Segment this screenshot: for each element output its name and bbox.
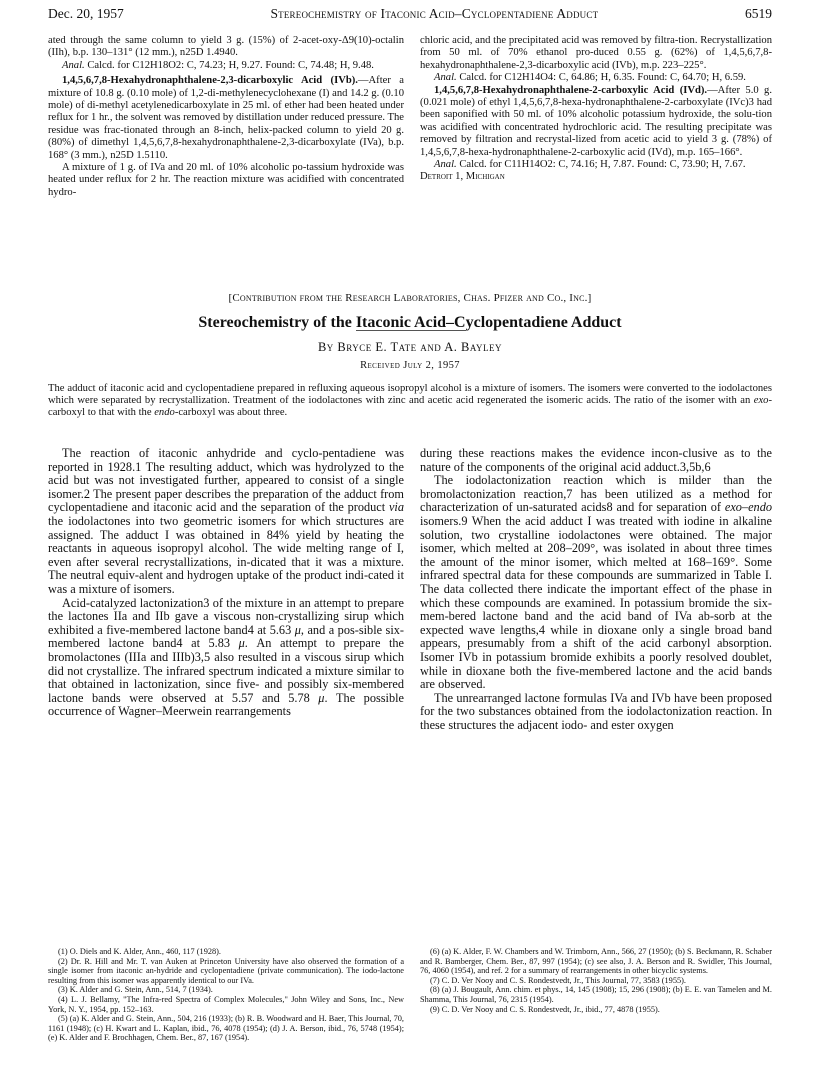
received-date: Received July 2, 1957 xyxy=(360,360,460,371)
body-paragraph: during these reactions makes the evidence incon-clusive as to the nature of the components of the original acid adduct.3,5b,6 xyxy=(420,446,772,474)
header-title: Stereochemistry of Itaconic Acid–Cyclopentadiene Adduct xyxy=(270,6,599,21)
unit-symbol: μ xyxy=(318,690,325,705)
abstract xyxy=(48,383,772,420)
footnotes-right xyxy=(420,947,772,1014)
prev-article-left-column xyxy=(48,35,404,199)
article-title: Stereochemistry of the Itaconic Acid–Cyclopentadiene Adduct xyxy=(198,314,622,331)
footnote: (5) (a) K. Alder and G. Stein, Ann., 504, 216 (1933); (b) R. B. Woodward and H. Baer, This Journal, 70, 1161 (1948); (c) H. Kwart and L. Kaplan, ibid., 76, 4078 (1954); (d) J. A. Berson, ibid., 76, 5748 (1954); (e) K. Alder and F. Brochhagen, Chem. Ber., 87, 167 (1954). xyxy=(48,1014,404,1043)
paragraph-text: isomers.9 When the acid adduct I was treated with iodine in alkaline solution, two crystalline iodolactones were obtained. The major isomer, which melted at 208–209°, was isolated in about three times the amount of the minor isomer, which melted at 168–169°. Some infrared spectral data for these compounds are summarized in Table I. The data collected there indicate the important effect of the phase in which these compounds are examined. In potassium bromide the six-mem-bered lactone band and the acid band of IVa ab-sorb at the expected wave lengths,4 while in dioxane only a single broad band appears, presumably from a shift of the acid carbonyl absorption. Isomer IVb in potassium bromide exhibits a poorly resolved doublet, while in dioxane both the five-membered lactone and the acid bands are observed. xyxy=(420,513,772,692)
footnote: (6) (a) K. Alder, F. W. Chambers and W. Trimborn, Ann., 566, 27 (1950); (b) S. Beckmann, R. Schaber and R. Bamberger, Chem. Ber., 87, 997 (1954); (c) see also, J. A. Berson and R. Swidler, This Journal, 76, 4060 (1954), and ref. 2 for a summary of rearrangements in other bicyclic systems. xyxy=(420,947,772,976)
abstract-exo-term: exo xyxy=(753,395,769,407)
analysis-label: Anal. xyxy=(434,159,457,171)
paragraph-text: Acid-catalyzed lactonization3 of the mixture in an attempt to prepare the lactones IIa and IIb gave a viscous non-crystallizing sirup which exhibited a five-membered lactone band4 at 5.63 xyxy=(48,595,404,637)
body-paragraph: The unrearranged lactone formulas IVa and IVb have been proposed for the two substances obtained from the iodolactonization reaction. In these structures the adjacent iodo- and ester oxygen xyxy=(420,690,772,732)
prev-left-paragraph-2 xyxy=(48,75,404,162)
footnote: (2) Dr. R. Hill and Mr. T. van Auken at Princeton University have also observed the formation of a single isomer from itaconic an-hydride and cyclopentadiene (private communication). The iodo-lactone resulting from this isomer was apparently identical to our IVa. xyxy=(48,956,404,985)
paragraph-text: —After 5.0 g. (0.021 mole) of ethyl 1,4,5,6,7,8-hexa-hydronaphthalene-2-carboxylate (IVc)3 had been saponified with 50 ml. of 10% alcoholic potassium hydroxide, the solu-tion was acidified with concentrated hydrochloric acid. The resulting precipitate was removed by filtration and recrystal-lized from acetic acid to yield 3 g. (78%) of 1,4,5,6,7,8-hexa-hydronaphthalene-2-carboxylic acid (IVd), m.p. 165–166°. xyxy=(420,84,772,158)
abstract-text: -carboxyl was about three. xyxy=(174,407,288,419)
footnote: (3) K. Alder and G. Stein, Ann., 514, 7 (1934). xyxy=(58,985,213,995)
analysis-label: Anal. xyxy=(434,72,457,84)
body-paragraph xyxy=(48,447,404,597)
footnote: (8) (a) J. Bougault, Ann. chim. et phys., 14, 145 (1908); 15, 296 (1908); (b) E. E. van Tamelen and M. Shamma, This Journal, 76, 2315 (1954). xyxy=(420,985,772,1004)
header-date: Dec. 20, 1957 xyxy=(48,6,124,21)
prev-right-analysis-2 xyxy=(420,159,772,171)
section-heading: 1,4,5,6,7,8-Hexahydronaphthalene-2-carboxylic Acid (IVd). xyxy=(434,84,708,96)
paragraph-text: the iodolactones into two geometric isomers for which structures are assigned. The adduct I was obtained in 84% yield by heating the reactants in aqueous isopropyl alcohol. The wide melting range of I, even after several recrystallizations, in-dicated that it was a mixture. The neutral equiv-alent and hydrogen uptake of the product indi-cated it was a mixture of isomers. xyxy=(48,513,404,596)
paragraph-text: —After a mixture of 10.8 g. (0.10 mole) of 1,2-di-methylenecyclohexane (I) and 14.2 g. (0.10 mole) of di-methyl acetylenedicarboxylate in 25 ml. of ether had been heated under reflux for 1 hr., the solvent was removed by distillation under reduced pressure. The residue was frac-tionated through an 8-inch, helix-packed column to yield 20 g. (80%) of dimethyl 1,4,5,6,7,8-hexahydronaphthalene-2,3-dicarboxylate (IVa), b.p. 168° (3 mm.), n25D 1.5110. xyxy=(48,75,404,161)
footnote: (4) L. J. Bellamy, "The Infra-red Spectra of Complex Molecules," John Wiley and Sons, Inc., New York, N. Y., 1954, pp. 152–163. xyxy=(48,994,404,1014)
paragraph-text: . The possible occurrence of Wagner–Meerwein rearrangements xyxy=(48,690,404,719)
contribution-line: [Contribution from the Research Laboratories, Chas. Pfizer and Co., Inc.] xyxy=(228,292,592,304)
article-right-column xyxy=(420,447,772,732)
prev-right-paragraph-2 xyxy=(420,85,772,159)
italic-term: via xyxy=(388,500,404,515)
section-heading: 1,4,5,6,7,8-Hexahydronaphthalene-2,3-dicarboxylic Acid (IVb). xyxy=(62,75,358,87)
header-page-number: 6519 xyxy=(745,6,772,21)
analysis-text: Calcd. for C12H14O4: C, 64.86; H, 6.35. Found: C, 64.70; H, 6.59. xyxy=(459,72,746,84)
analysis-label: Anal. xyxy=(62,59,85,71)
footnote: (7) C. D. Ver Nooy and C. S. Rondestvedt, Jr., This Journal, 77, 3583 (1955). xyxy=(430,975,686,985)
analysis-text: Calcd. for C11H14O2: C, 74.16; H, 7.87. Found: C, 73.90; H, 7.67. xyxy=(459,159,746,171)
body-paragraph xyxy=(48,597,404,719)
paragraph-text: , and a pos-sible six-membered lactone band4 at 5.83 xyxy=(48,622,405,651)
prev-right-paragraph-1: chloric acid, and the precipitated acid was removed by filtra-tion. Recrystallization from 50 ml. of 70% ethanol pro-duced 0.55 g. (62%) of 1,4,5,6,7,8-hexahydronaphthalene-2,3-dicarboxylic acid (IVb), m.p. 223–225°. xyxy=(420,35,772,71)
article-authors: By Bryce E. Tate and A. Bayley xyxy=(317,340,503,354)
footnote: (9) C. D. Ver Nooy and C. S. Rondestvedt, Jr., ibid., 77, 4878 (1955). xyxy=(430,1004,660,1014)
footnote: (1) O. Diels and K. Alder, Ann., 460, 117 (1928). xyxy=(58,947,221,956)
prev-left-paragraph-1: ated through the same column to yield 3 g. (15%) of 2-acet-oxy-Δ9(10)-octalin (IIh), b.p. 130–131° (12 mm.), n25D 1.4940. xyxy=(48,35,404,59)
prev-right-analysis-1 xyxy=(420,72,772,84)
article-left-column xyxy=(48,447,404,719)
body-paragraph xyxy=(420,474,772,692)
author-location: Detroit 1, Michigan xyxy=(420,171,505,183)
abstract-text: The adduct of itaconic acid and cyclopentadiene prepared in refluxing aqueous isopropyl alcohol is a mixture of isomers. The isomers were converted to the iodolactones which were separated by recrystallization. Treatment of the iodolactones with zinc and acetic acid regenerated the isomeric acids. The ratio of the isomer with an xyxy=(48,383,772,407)
italic-term: exo–endo xyxy=(724,500,772,515)
paragraph-text: The reaction of itaconic anhydride and cyclo-pentadiene was reported in 1928.1 The resulting adduct, which was hydrolyzed to the acid but was not investigated further, appeared to consist of a single isomer.2 The present paper describes the preparation of the adduct from cyclopentadiene and itaconic acid and the separation of the product xyxy=(48,446,404,515)
prev-left-paragraph-3: A mixture of 1 g. of IVa and 20 ml. of 10% alcoholic po-tassium hydroxide was heated under reflux for 2 hr. The reaction mixture was acidified with concentrated hydro- xyxy=(48,162,404,198)
paragraph-text: . An attempt to prepare the bromolactones (IIIa and IIIb)3,5 also resulted in a viscous sirup which did not crystallize. The infrared spectrum indicated a mixture similar to that obtained in lactonization, since five- and possibly six-membered lactone bands were observed at 5.57 and 5.78 xyxy=(48,636,404,705)
abstract-text: -carboxyl to that with the xyxy=(48,395,772,419)
unit-symbol: μ xyxy=(238,636,245,651)
paragraph-text: The iodolactonization reaction which is milder than the bromolactonization reaction,7 has been utilized as a method for characterization of un-saturated acids8 and for separation of xyxy=(420,473,772,515)
prev-left-analysis-1 xyxy=(48,60,404,72)
footnotes-left xyxy=(48,947,404,1043)
analysis-text: Calcd. for C12H18O2: C, 74.23; H, 9.27. Found: C, 74.48; H, 9.48. xyxy=(87,59,374,71)
prev-article-right-column xyxy=(420,35,772,184)
running-head xyxy=(48,6,772,28)
unit-symbol: μ xyxy=(294,622,301,637)
abstract-endo-term: endo xyxy=(154,407,175,419)
